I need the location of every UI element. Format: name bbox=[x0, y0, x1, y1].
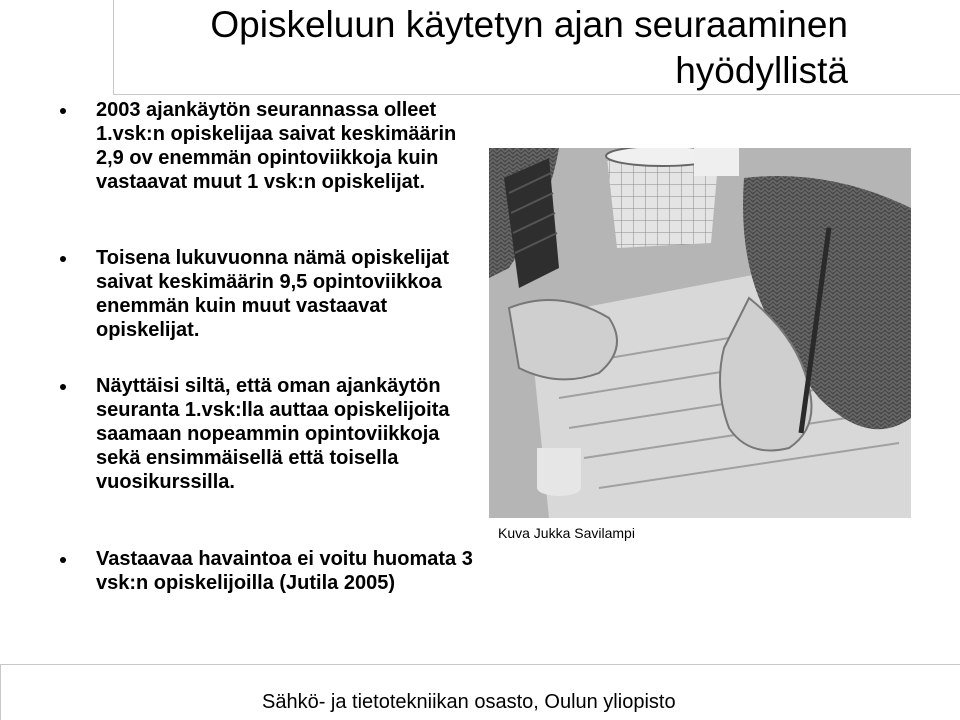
bullet-dot-icon bbox=[60, 108, 66, 114]
bullet-text: Näyttäisi siltä, että oman ajankäytön seuranta 1.vsk:lla auttaa opiskelijoita saamaan nopeammin opintoviikkoja sekä ensimmäisellä että toisella vuosikurssilla. bbox=[96, 375, 450, 493]
bullet-dot-icon bbox=[60, 384, 66, 390]
bullet-dot-icon bbox=[60, 256, 66, 262]
title-box bbox=[113, 0, 960, 95]
bullet-item bbox=[96, 98, 481, 194]
bullet-text: Vastaavaa havaintoa ei voitu huomata 3 vsk:n opiskelijoilla (Jutila 2005) bbox=[96, 548, 473, 594]
bullet-item bbox=[96, 547, 481, 595]
slide-title: Opiskeluun käytetyn ajan seuraaminen hyödyllistä bbox=[210, 4, 848, 91]
bullet-item bbox=[96, 246, 481, 342]
photo bbox=[489, 148, 911, 518]
bullet-item bbox=[96, 374, 481, 494]
bullet-dot-icon bbox=[60, 557, 66, 563]
slide-footer: Sähkö- ja tietotekniikan osasto, Oulun yliopisto bbox=[262, 691, 676, 713]
bullet-text: 2003 ajankäytön seurannassa olleet 1.vsk:n opiskelijaa saivat keskimäärin 2,9 ov enemmän opintoviikkoja kuin vastaavat muut 1 vsk:n opiskelijat. bbox=[96, 99, 457, 193]
photo-illustration bbox=[489, 148, 911, 518]
photo-caption: Kuva Jukka Savilampi bbox=[498, 525, 635, 541]
bullet-text: Toisena lukuvuonna nämä opiskelijat saivat keskimäärin 9,5 opintoviikkoa enemmän kuin muut vastaavat opiskelijat. bbox=[96, 247, 450, 341]
